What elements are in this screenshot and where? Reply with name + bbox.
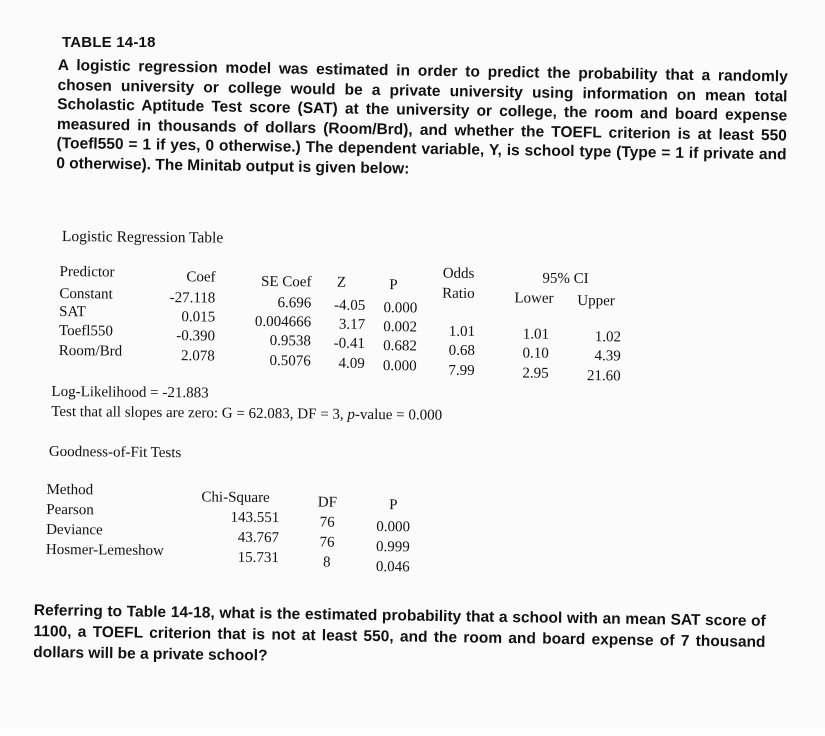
header-predictor: Predictor (59, 263, 115, 281)
gof-row-pearson-df: 76 (319, 514, 335, 531)
row-toefl550-p: 0.682 (383, 338, 417, 355)
header-upper: Upper (577, 292, 615, 310)
gof-row-deviance-chi: 43.767 (237, 529, 280, 547)
gof-row-pearson-p: 0.000 (376, 519, 411, 536)
gof-row-deviance-df: 76 (319, 534, 335, 551)
row-sat-odds: 1.01 (448, 323, 476, 340)
gof-row-hosmer-chi: 15.731 (237, 549, 279, 567)
row-sat-lower: 1.01 (522, 326, 550, 343)
row-sat-coef: 0.015 (181, 309, 216, 326)
row-roombrd-se-coef: 0.5076 (269, 353, 311, 370)
row-roombrd-lower: 2.95 (522, 365, 549, 382)
gof-header-df: DF (317, 494, 338, 511)
row-roombrd-coef: 2.078 (180, 348, 215, 365)
gof-row-hosmer-p: 0.046 (375, 559, 410, 576)
row-sat-se-coef: 0.004666 (254, 313, 312, 331)
row-roombrd-predictor: Room/Brd (58, 342, 123, 360)
row-toefl550-predictor: Toefl550 (58, 322, 114, 340)
gof-row-pearson-chi: 143.551 (230, 509, 280, 527)
gof-row-pearson-method: Pearson (46, 501, 94, 519)
row-roombrd-p: 0.000 (382, 358, 417, 375)
slopes-test-p-symbol: p (347, 406, 356, 423)
row-constant-p: 0.000 (383, 300, 418, 317)
intro-paragraph: A logistic regression model was estimated in order to predict the probability that a randomly chosen university or college would be a private university using information on mean total Scholastic Aptitude Test score (SAT) at the university or college, the room and board expense measured in thousands of dollars (Room/Brd), and whether the TOEFL criterion is at least 550 (Toefl550 = 1 if yes, 0 otherwise.) The dependent variable, Y, is school type (Type = 1 if private and 0 otherwise). The Minitab output is given below: (56, 56, 788, 178)
slopes-test-prefix: Test that all slopes are zero: G = 62.083, DF = 3, (51, 403, 348, 423)
log-likelihood: Log-Likelihood = -21.883 (51, 383, 209, 402)
row-roombrd-odds: 7.99 (448, 362, 475, 379)
gof-row-hosmer-method: Hosmer-Lemeshow (45, 541, 165, 560)
slopes-test (51, 404, 442, 425)
header-odds-line2: Ratio (442, 285, 475, 302)
row-constant-z: -4.05 (333, 297, 366, 314)
row-constant-coef: -27.118 (169, 290, 216, 307)
header-ci: 95% CI (542, 270, 589, 288)
row-toefl550-coef: -0.390 (176, 328, 216, 345)
header-coef: Coef (186, 269, 216, 286)
table-title: TABLE 14-18 (62, 34, 156, 51)
row-toefl550-z: -0.41 (333, 335, 365, 352)
row-sat-upper: 1.02 (594, 329, 622, 346)
gof-header-chi: Chi-Square (201, 489, 270, 507)
slopes-test-suffix: -value = 0.000 (354, 406, 443, 424)
question-paragraph: Referring to Table 14-18, what is the estimated probability that a school with an mean SAT score of 1100, a TOEFL criterion that is not at least 550, and the room and board expense of 7 thousand dollars will be a private school? (33, 601, 766, 665)
row-roombrd-upper: 21.60 (586, 368, 621, 385)
header-se-coef: SE Coef (261, 273, 312, 291)
row-roombrd-z: 4.09 (338, 355, 365, 372)
header-odds-line1: Odds (442, 265, 475, 282)
row-constant-predictor: Constant (59, 285, 113, 303)
row-toefl550-upper: 4.39 (594, 348, 621, 365)
header-lower: Lower (514, 290, 554, 307)
header-p: P (389, 277, 398, 294)
row-constant-se-coef: 6.696 (277, 295, 312, 312)
row-sat-predictor: SAT (59, 303, 86, 321)
gof-header-p: P (389, 497, 398, 514)
gof-row-deviance-method: Deviance (46, 521, 103, 539)
row-toefl550-se-coef: 0.9538 (269, 333, 312, 350)
header-z: Z (336, 274, 347, 291)
regression-table-heading: Logistic Regression Table (61, 228, 224, 247)
row-sat-z: 3.17 (338, 316, 366, 333)
gof-header-method: Method (46, 481, 94, 499)
gof-row-hosmer-df: 8 (322, 554, 331, 571)
gof-row-deviance-p: 0.999 (376, 539, 410, 556)
row-sat-p: 0.002 (383, 319, 418, 336)
gof-heading: Goodness-of-Fit Tests (48, 443, 182, 462)
row-toefl550-odds: 0.68 (448, 342, 475, 359)
row-toefl550-lower: 0.10 (522, 345, 549, 362)
